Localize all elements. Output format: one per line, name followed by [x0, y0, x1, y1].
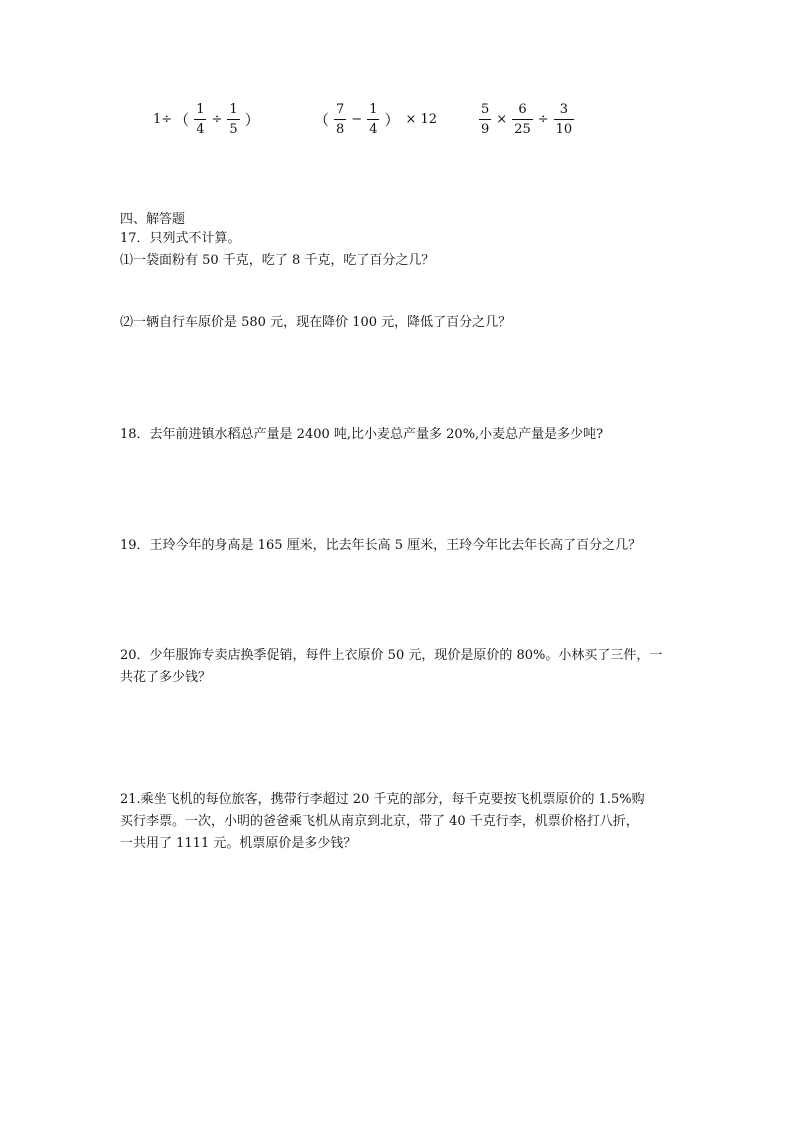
expr3-fraction-3 — [554, 103, 575, 136]
numerator: 1 — [196, 101, 205, 117]
question-18: 18．去年前进镇水稻总产量是 2400 吨,比小麦总产量多 20%,小麦总产量是多少吨? — [120, 427, 604, 442]
question-17-title: 17．只列式不计算。 — [120, 231, 241, 246]
question-20-line-1: 20．少年服饰专卖店换季促销，每件上衣原价 50 元，现价是原价的 80%。小林买了三件，一 — [120, 648, 663, 663]
expr2-open-paren: （ — [314, 110, 330, 129]
expr2-operator: − — [351, 111, 363, 127]
question-17-part-2: ⑵一辆自行车原价是 580 元，现在降价 100 元，降低了百分之几？ — [120, 315, 512, 330]
expr1-open-paren: （ — [174, 110, 190, 129]
denominator: 25 — [512, 119, 533, 136]
expr2-tail: × 12 — [405, 111, 438, 127]
expr2-fraction-1 — [334, 103, 346, 136]
numerator: 6 — [518, 101, 527, 117]
expression-1 — [153, 96, 262, 142]
expr1-fraction-1 — [194, 103, 206, 136]
expr3-fraction-2 — [512, 103, 533, 136]
denominator: 10 — [554, 119, 575, 136]
expr2-close-paren: ） — [384, 110, 400, 129]
expression-3 — [476, 96, 577, 142]
question-21-line-3: 一共用了 1111 元。机票原价是多少钱？ — [120, 836, 357, 851]
question-21-line-2: 买行李票。一次，小明的爸爸乘飞机从南京到北京，带了 40 千克行李，机票价格打八折， — [120, 814, 639, 829]
section-heading: 四、解答题 — [120, 212, 186, 227]
question-20-line-2: 共花了多少钱？ — [120, 670, 212, 685]
question-17-part-1: ⑴一袋面粉有 50 千克，吃了 8 千克，吃了百分之几？ — [120, 253, 435, 268]
numerator: 7 — [336, 101, 345, 117]
numerator: 1 — [229, 101, 238, 117]
numerator: 3 — [559, 101, 569, 117]
denominator: 4 — [367, 119, 379, 136]
expression-2 — [312, 96, 437, 142]
question-19: 19．王玲今年的身高是 165 厘米，比去年长高 5 厘米，王玲今年比去年长高了百分之几？ — [120, 538, 642, 553]
expr1-lead: 1÷ — [153, 111, 173, 127]
expr1-fraction-2 — [227, 103, 239, 136]
denominator: 5 — [227, 119, 239, 136]
expr3-operator-2: ÷ — [537, 111, 549, 127]
denominator: 4 — [194, 119, 206, 136]
expr3-operator-1: × — [496, 111, 508, 127]
expr2-fraction-2 — [367, 103, 379, 136]
numerator: 1 — [369, 101, 378, 117]
expr1-operator: ÷ — [211, 111, 223, 127]
expr3-fraction-1 — [479, 103, 491, 136]
question-21-line-1: 21.乘坐飞机的每位旅客，携带行李超过 20 千克的部分，每千克要按飞机票原价的 1.5%购 — [120, 792, 645, 807]
expr1-close-paren: ） — [244, 110, 260, 129]
denominator: 8 — [334, 119, 346, 136]
denominator: 9 — [479, 119, 491, 136]
numerator: 5 — [481, 101, 490, 117]
